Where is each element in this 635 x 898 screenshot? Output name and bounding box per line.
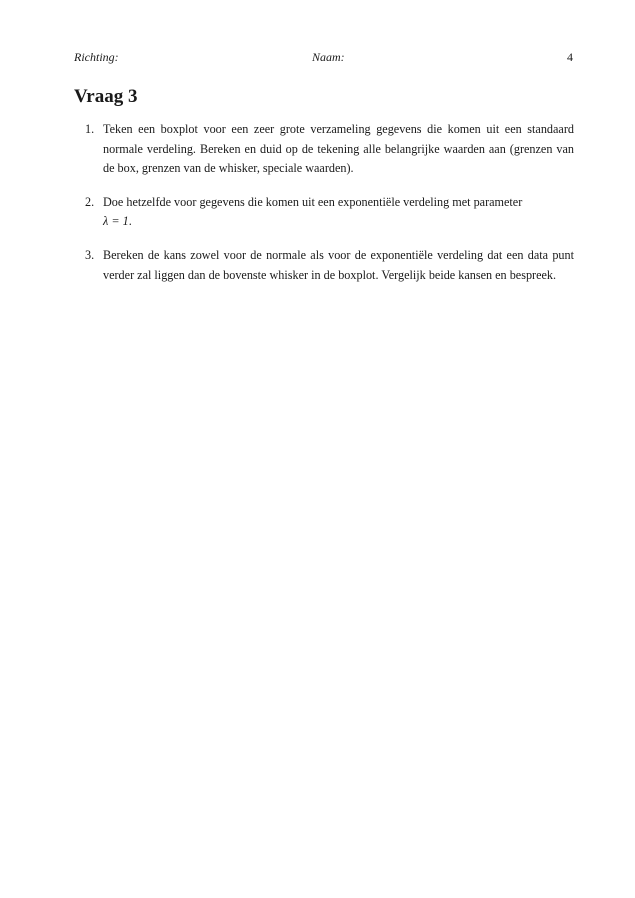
question-text <box>103 193 574 232</box>
header-richting-label: Richting: <box>74 50 119 64</box>
question-list <box>74 120 574 299</box>
question-number: 1. <box>85 122 95 136</box>
question-text-after: . <box>128 214 132 229</box>
question-number: 2. <box>85 194 95 209</box>
header-naam-label: Naam: <box>312 50 345 64</box>
question-text: Teken een boxplot voor een zeer grote verzameling gegevens die komen uit een standaard normale verdeling. Bereken en duid op de tekening alle belangrijke waarden aan (grenzen van de box, grenzen van de whisker, speciale waarden). <box>103 122 574 176</box>
page-number: 4 <box>567 50 573 64</box>
question-number: 3. <box>85 247 95 262</box>
question-text: Bereken de kans zowel voor de normale als voor de exponentiële verdeling dat een data punt verder zal liggen dan de bovenste whisker in de boxplot. Vergelijk beide kansen en bespreek. <box>103 247 574 282</box>
question-title: Vraag 3 <box>74 86 138 107</box>
question-text-before: Doe hetzelfde voor gegevens die komen uit een exponentiële verdeling met parameter <box>103 194 523 209</box>
page-header <box>74 50 573 68</box>
question-item-1 <box>74 120 574 179</box>
question-item-3 <box>74 246 574 285</box>
lambda-formula: λ = 1 <box>103 214 129 229</box>
question-item-2 <box>74 193 574 232</box>
